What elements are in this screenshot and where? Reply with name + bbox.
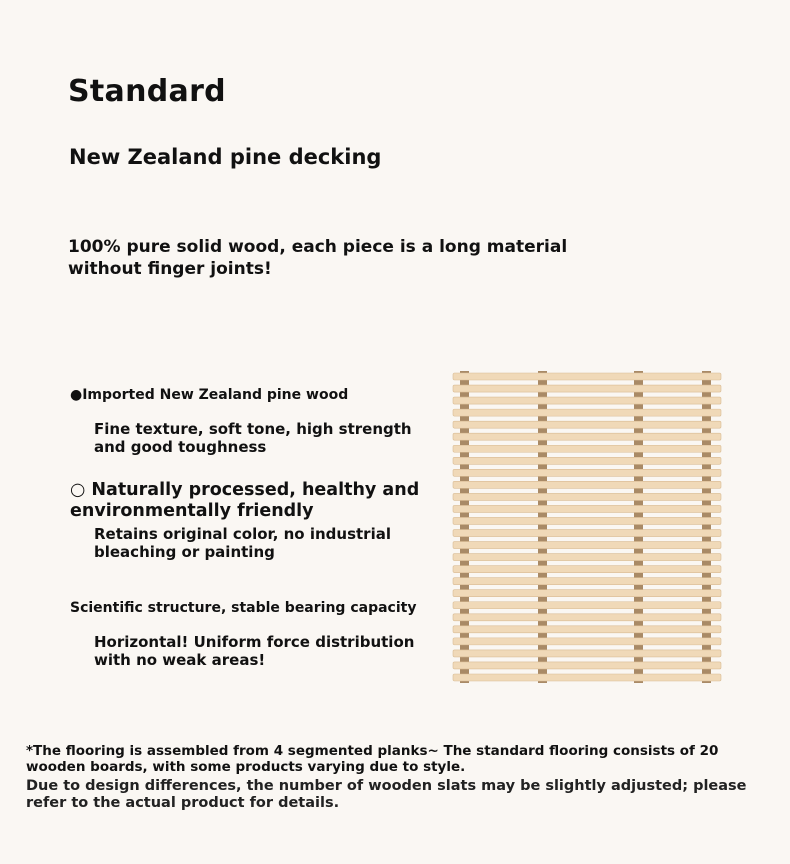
feature-heading-natural: ○ Naturally processed, healthy and environmentally friendly: [70, 480, 420, 521]
wooden-slat: [453, 445, 721, 452]
wooden-slat: [453, 542, 721, 549]
wooden-slat: [453, 602, 721, 609]
wooden-slat: [453, 674, 721, 681]
wooden-slat: [453, 409, 721, 416]
wooden-slat: [453, 457, 721, 464]
support-batten: [702, 371, 711, 683]
headline-text: 100% pure solid wood, each piece is a long material without finger joints!: [68, 237, 568, 279]
support-batten: [538, 371, 547, 683]
wooden-slat: [453, 385, 721, 392]
wooden-slat: [453, 421, 721, 428]
bed-slat-image: [452, 371, 722, 683]
feature-heading-imported: ●Imported New Zealand pine wood: [70, 387, 349, 403]
disclaimer-note: Due to design differences, the number of wooden slats may be slightly adjusted; please refer to the actual product for details.: [26, 778, 747, 811]
wooden-slat: [453, 481, 721, 488]
wooden-slat: [453, 662, 721, 669]
wooden-slat: [453, 493, 721, 500]
wooden-slat: [453, 638, 721, 645]
support-batten: [634, 371, 643, 683]
wooden-slat: [453, 578, 721, 585]
feature-description-natural: Retains original color, no industrial bleaching or painting: [94, 525, 391, 561]
wooden-slat: [453, 530, 721, 537]
wooden-slat: [453, 433, 721, 440]
wooden-slat: [453, 626, 721, 633]
feature-description-structure: Horizontal! Uniform force distribution with no weak areas!: [94, 633, 415, 669]
wooden-slat: [453, 397, 721, 404]
wooden-slat: [453, 614, 721, 621]
feature-description-imported: Fine texture, soft tone, high strength and good toughness: [94, 420, 412, 456]
wooden-slat: [453, 469, 721, 476]
wooden-slat: [453, 650, 721, 657]
wooden-slat: [453, 554, 721, 561]
page-title: Standard: [68, 74, 226, 109]
wooden-slat: [453, 517, 721, 524]
wooden-slat: [453, 590, 721, 597]
assembly-note: *The flooring is assembled from 4 segmented planks~ The standard flooring consists of 20 wooden boards, with some products varying due to style.: [26, 743, 719, 775]
wooden-slat: [453, 373, 721, 380]
support-batten: [460, 371, 469, 683]
wooden-slat: [453, 566, 721, 573]
feature-heading-structure: Scientific structure, stable bearing capacity: [70, 600, 417, 616]
product-subtitle: New Zealand pine decking: [69, 145, 382, 169]
bed-slat-illustration: [452, 371, 722, 683]
wooden-slat: [453, 505, 721, 512]
